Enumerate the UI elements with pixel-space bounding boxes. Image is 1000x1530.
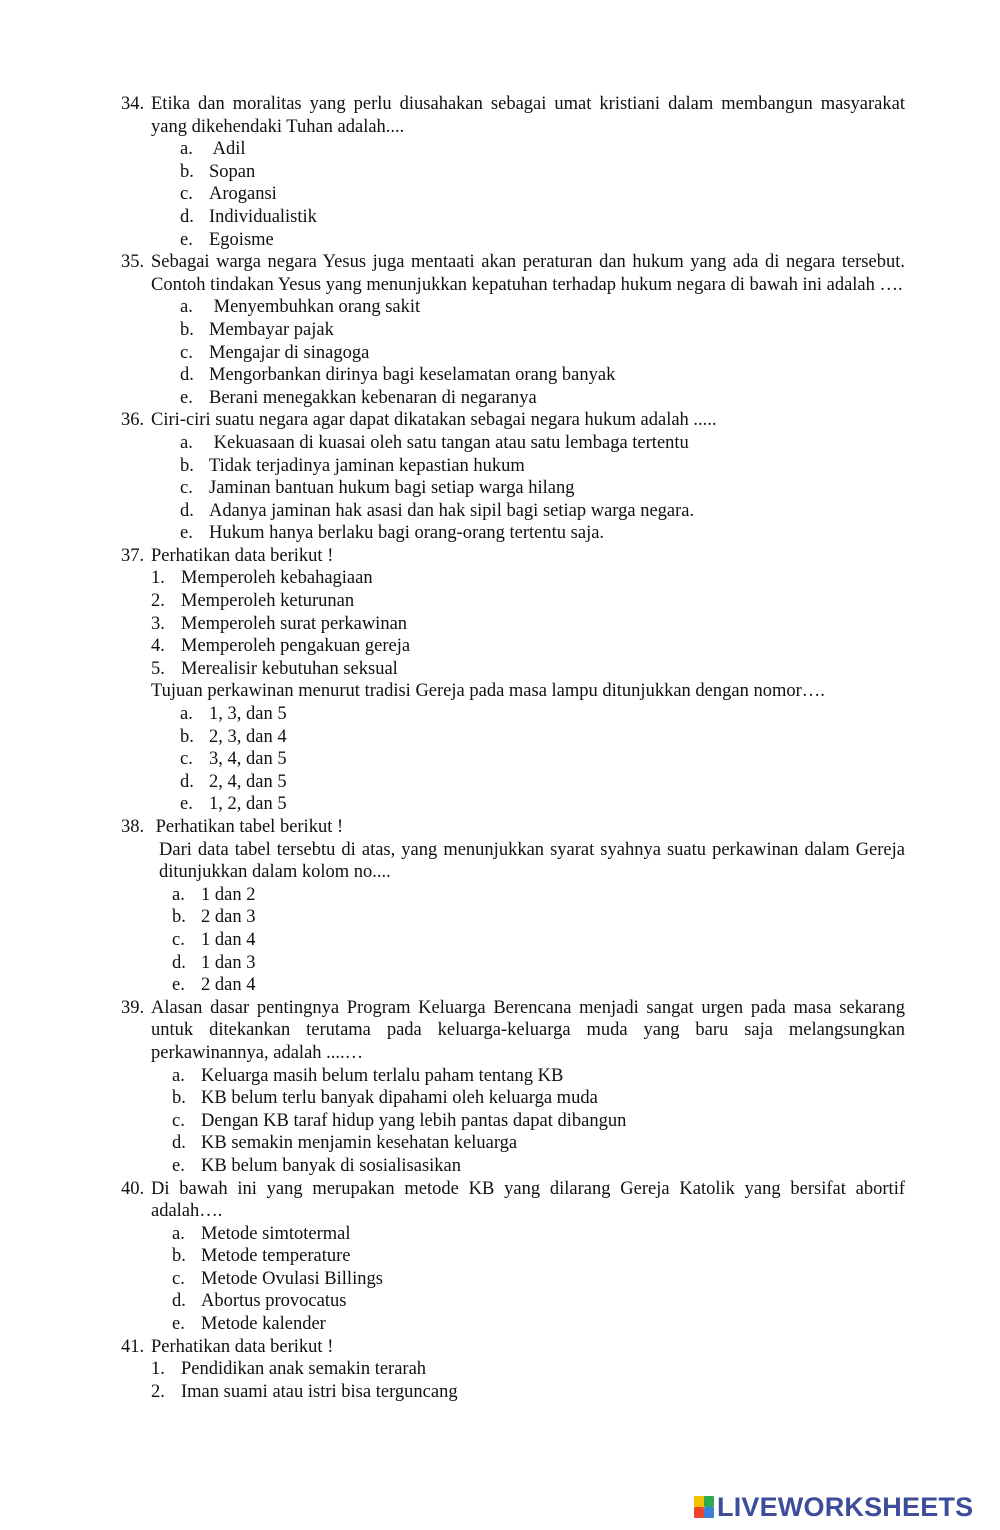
option-label: b. xyxy=(180,455,194,476)
question-number: 40. xyxy=(121,1178,145,1199)
question-number: 37. xyxy=(121,545,145,566)
option-text: Hukum hanya berlaku bagi orang-orang tertentu saja. xyxy=(209,523,605,544)
option-label: d. xyxy=(180,771,194,792)
option-b xyxy=(180,161,1000,184)
option-text: 2, 4, dan 5 xyxy=(209,771,287,792)
option-text: KB belum banyak di sosialisasikan xyxy=(201,1155,461,1176)
option-label: d. xyxy=(172,1133,186,1154)
option-text: KB semakin menjamin kesehatan keluarga xyxy=(201,1133,518,1154)
option-text: Tidak terjadinya jaminan kepastian hukum xyxy=(209,455,525,476)
option-label: a. xyxy=(180,704,193,725)
option-label: e. xyxy=(180,794,193,815)
option-text: Metode kalender xyxy=(201,1314,326,1335)
option-e xyxy=(180,522,1000,545)
option-label: c. xyxy=(180,342,193,363)
option-text: 1, 3, dan 5 xyxy=(209,704,287,725)
option-label: b. xyxy=(172,907,186,928)
option-label: e. xyxy=(172,975,185,996)
option-text: Mengorbankan dirinya bagi keselamatan orang banyak xyxy=(209,365,616,386)
option-d xyxy=(172,1132,1000,1155)
option-text: 3, 4, dan 5 xyxy=(209,749,287,770)
liveworksheets-logo xyxy=(694,1492,973,1522)
list-text: Iman suami atau istri bisa terguncang xyxy=(181,1381,458,1402)
option-text: Abortus provocatus xyxy=(201,1291,347,1312)
option-b xyxy=(180,455,1000,478)
option-c xyxy=(180,342,1000,365)
option-label: d. xyxy=(180,500,194,521)
option-label: e. xyxy=(180,387,193,408)
option-text: 2 dan 4 xyxy=(201,975,256,996)
worksheet-page xyxy=(0,93,1000,1403)
option-b xyxy=(180,319,1000,342)
option-label: a. xyxy=(172,884,185,905)
option-c xyxy=(180,183,1000,206)
option-label: d. xyxy=(172,952,186,973)
list-number: 4. xyxy=(151,636,165,657)
question-stem: Tujuan perkawinan menurut tradisi Gereja pada masa lampu ditunjukkan dengan nomor…. xyxy=(151,681,825,702)
option-label: b. xyxy=(180,726,194,747)
list-text: Pendidikan anak semakin terarah xyxy=(181,1359,427,1380)
option-text: Menyembuhkan orang sakit xyxy=(209,297,421,318)
list-number: 2. xyxy=(151,591,165,612)
option-label: c. xyxy=(172,929,185,950)
data-list-item xyxy=(151,613,1000,636)
question-number: 34. xyxy=(121,94,145,114)
option-b xyxy=(172,906,1000,929)
data-list-item xyxy=(151,1358,1000,1381)
question-40 xyxy=(0,1178,1000,1336)
option-label: e. xyxy=(172,1155,185,1176)
option-b xyxy=(172,1087,1000,1110)
question-number: 36. xyxy=(121,410,145,431)
option-label: d. xyxy=(180,365,194,386)
option-e xyxy=(180,387,1000,410)
option-d xyxy=(180,206,1000,229)
liveworksheets-logo-icon xyxy=(694,1496,714,1518)
option-label: a. xyxy=(180,432,193,453)
list-number: 1. xyxy=(151,1359,165,1380)
question-34 xyxy=(0,93,1000,251)
option-c xyxy=(180,748,1000,771)
list-number: 1. xyxy=(151,568,165,589)
data-list-item xyxy=(151,590,1000,613)
option-a xyxy=(172,1223,1000,1246)
list-text: Memperoleh keturunan xyxy=(181,591,355,612)
question-text: Perhatikan tabel berikut ! xyxy=(151,817,344,837)
option-label: c. xyxy=(172,1268,185,1289)
option-text: Adanya jaminan hak asasi dan hak sipil bagi setiap warga negara. xyxy=(209,500,695,521)
option-text: Keluarga masih belum terlalu paham tentang KB xyxy=(201,1065,564,1086)
option-label: c. xyxy=(180,478,193,499)
option-text: Individualistik xyxy=(209,206,317,227)
option-text: Dengan KB taraf hidup yang lebih pantas dapat dibangun xyxy=(201,1110,627,1131)
question-text: Di bawah ini yang merupakan metode KB yang dilarang Gereja Katolik yang bersifat abortif adalah…. xyxy=(151,1178,905,1222)
option-text: Berani menegakkan kebenaran di negaranya xyxy=(209,387,537,408)
question-36 xyxy=(0,409,1000,545)
question-text: Perhatikan data berikut ! xyxy=(151,1336,334,1357)
question-37 xyxy=(0,545,1000,816)
option-a xyxy=(180,138,1000,161)
list-text: Merealisir kebutuhan seksual xyxy=(181,658,398,679)
option-label: b. xyxy=(180,319,194,340)
option-d xyxy=(180,771,1000,794)
list-number: 2. xyxy=(151,1381,165,1402)
option-text: Jaminan bantuan hukum bagi setiap warga hilang xyxy=(209,478,575,499)
option-c xyxy=(172,929,1000,952)
option-label: b. xyxy=(172,1088,186,1109)
option-text: Egoisme xyxy=(209,229,274,250)
question-38 xyxy=(0,816,1000,997)
option-b xyxy=(172,1245,1000,1268)
question-text: Alasan dasar pentingnya Program Keluarga Berencana menjadi sangat urgen pada masa sekarang untuk ditekankan terutama pada keluarga-keluarga muda yang baru saja melangsungkan perkawinannya, adalah ....… xyxy=(151,997,905,1063)
question-stem: Dari data tabel tersebtu di atas, yang menunjukkan syarat syahnya suatu perkawinan dalam Gereja ditunjukkan dalam kolom no.... xyxy=(159,839,905,883)
option-label: b. xyxy=(172,1246,186,1267)
option-label: e. xyxy=(172,1314,185,1335)
option-text: Metode simtotermal xyxy=(201,1223,351,1244)
option-text: Membayar pajak xyxy=(209,319,334,340)
option-text: Metode temperature xyxy=(201,1246,351,1267)
question-number: 39. xyxy=(121,997,145,1018)
question-41 xyxy=(0,1336,1000,1404)
option-text: Sopan xyxy=(209,161,256,182)
question-35 xyxy=(0,251,1000,409)
option-label: a. xyxy=(172,1065,185,1086)
option-c xyxy=(172,1110,1000,1133)
option-label: d. xyxy=(180,206,194,227)
option-text: 1 dan 2 xyxy=(201,884,256,905)
question-text: Perhatikan data berikut ! xyxy=(151,545,334,566)
data-list-item xyxy=(151,635,1000,658)
list-text: Memperoleh surat perkawinan xyxy=(181,613,408,634)
option-e xyxy=(180,793,1000,816)
logo-square-icon xyxy=(694,1507,704,1518)
option-label: a. xyxy=(180,139,193,160)
data-list-item xyxy=(151,567,1000,590)
option-e xyxy=(180,229,1000,252)
logo-text: LIVEWORKSHEETS xyxy=(717,1491,974,1522)
option-label: e. xyxy=(180,523,193,544)
option-text: Arogansi xyxy=(209,184,277,205)
option-text: Mengajar di sinagoga xyxy=(209,342,370,363)
question-text: Etika dan moralitas yang perlu diusahakan sebagai umat kristiani dalam membangun masyarakat yang dikehendaki Tuhan adalah.... xyxy=(151,94,905,137)
option-text: 1 dan 3 xyxy=(201,952,256,973)
option-e xyxy=(172,1313,1000,1336)
option-c xyxy=(172,1268,1000,1291)
option-a xyxy=(172,1065,1000,1088)
question-39 xyxy=(0,997,1000,1178)
option-label: d. xyxy=(172,1291,186,1312)
list-number: 3. xyxy=(151,613,165,634)
option-d xyxy=(172,1290,1000,1313)
option-label: b. xyxy=(180,161,194,182)
option-label: e. xyxy=(180,229,193,250)
logo-square-icon xyxy=(694,1496,704,1507)
option-text: 2, 3, dan 4 xyxy=(209,726,287,747)
option-text: Metode Ovulasi Billings xyxy=(201,1268,383,1289)
option-label: a. xyxy=(172,1223,185,1244)
question-text: Sebagai warga negara Yesus juga mentaati akan peraturan dan hukum yang ada di negara tersebut. Contoh tindakan Yesus yang menunjukkan kepatuhan terhadap hukum negara di bawah ini adalah …. xyxy=(151,252,905,295)
option-text: Kekuasaan di kuasai oleh satu tangan atau satu lembaga tertentu xyxy=(209,432,689,453)
option-a xyxy=(180,296,1000,319)
option-a xyxy=(180,703,1000,726)
list-number: 5. xyxy=(151,658,165,679)
data-list-item xyxy=(151,658,1000,681)
question-number: 38. xyxy=(121,817,145,837)
logo-square-icon xyxy=(704,1507,714,1518)
option-b xyxy=(180,726,1000,749)
list-text: Memperoleh pengakuan gereja xyxy=(181,636,411,657)
option-text: KB belum terlu banyak dipahami oleh keluarga muda xyxy=(201,1088,598,1109)
option-label: c. xyxy=(172,1110,185,1131)
option-text: 1 dan 4 xyxy=(201,929,256,950)
option-d xyxy=(180,364,1000,387)
option-c xyxy=(180,477,1000,500)
option-label: a. xyxy=(180,297,193,318)
option-e xyxy=(172,974,1000,997)
option-label: c. xyxy=(180,749,193,770)
option-text: Adil xyxy=(209,139,246,160)
option-label: c. xyxy=(180,184,193,205)
logo-square-icon xyxy=(704,1496,714,1507)
list-text: Memperoleh kebahagiaan xyxy=(181,568,373,589)
option-e xyxy=(172,1155,1000,1178)
option-a xyxy=(172,884,1000,907)
option-a xyxy=(180,432,1000,455)
option-text: 1, 2, dan 5 xyxy=(209,794,287,815)
option-d xyxy=(172,952,1000,975)
question-number: 35. xyxy=(121,252,145,273)
option-text: 2 dan 3 xyxy=(201,907,256,928)
question-number: 41. xyxy=(121,1336,145,1357)
question-text: Ciri-ciri suatu negara agar dapat dikatakan sebagai negara hukum adalah ..... xyxy=(151,410,717,431)
option-d xyxy=(180,500,1000,523)
data-list-item xyxy=(151,1381,1000,1404)
